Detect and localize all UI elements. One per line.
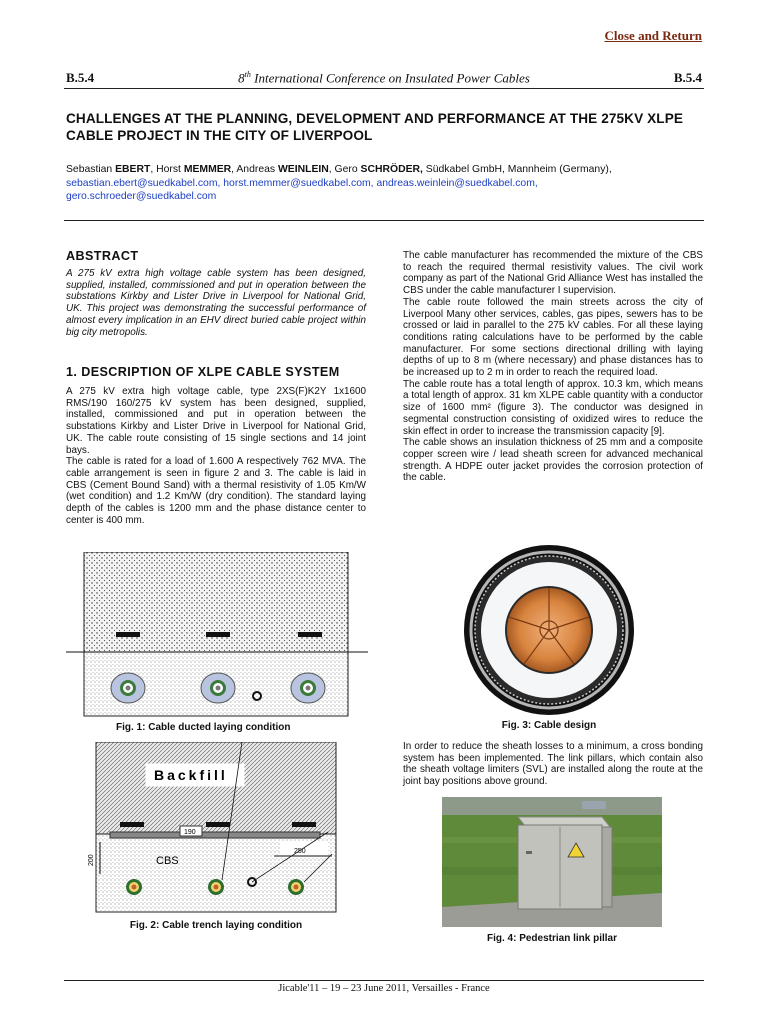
figure-3-cable-design — [454, 543, 644, 717]
fig4-car — [582, 801, 606, 809]
right-p2: The cable route followed the main streets across the city of Liverpool Many other services, cables, gas pipes, sewers has to be crossed or laid in parallel to the 275 kV cables. For all these laying conditions rating calculations have to be performed by the cable manufacturer. For some sections directional drilling with laying depths of up to 8 m (where necessary) and phase distances has to be increased up to 2 m in order to reach the required load. — [403, 296, 703, 379]
footer-text: Jicable'11 – 19 – 23 June 2011, Versailles - France — [278, 983, 490, 994]
section1-heading: 1. DESCRIPTION OF XLPE CABLE SYSTEM — [66, 365, 340, 379]
figure-2-caption: Fig. 2: Cable trench laying condition — [129, 920, 303, 931]
affiliation: Südkabel GmbH, Mannheim (Germany), — [425, 164, 612, 175]
fig2-cable-middle — [208, 879, 224, 895]
email-link[interactable]: andreas.weinlein@suedkabel.com, — [376, 177, 538, 189]
fig1-duct-left — [111, 673, 145, 703]
figure-3-caption: Fig. 3: Cable design — [501, 720, 597, 731]
section1-p1: A 275 kV extra high voltage cable, type 2XS(F)K2Y 1x1600 RMS/190 160/275 kV system has been designed, supplied, installed, commissioned and put in operation between the substations Kirkby and Lister Drive in Liverpool for National Grid, UK. The cable route consisting of 15 single sections and 14 joint bays. — [66, 386, 366, 456]
fig2-cable-right — [288, 879, 304, 895]
author-1 — [66, 164, 156, 175]
author-first: Gero — [334, 164, 361, 175]
author-2 — [156, 164, 236, 175]
right-p1: The cable manufacturer has recommended the mixture of the CBS to reach the required thermal resistivity values. The civil work company as part of the National Grid Alliance West has installed the CBS under the cable manufacturer I supervision. — [403, 250, 703, 297]
figure-4-link-pillar — [442, 797, 662, 927]
author-4 — [335, 164, 426, 175]
footer-rule — [64, 980, 704, 981]
author-first: Sebastian — [66, 164, 116, 175]
fig2-dim-200: 200 — [88, 854, 95, 866]
section1-body — [66, 386, 366, 526]
fig2-dim-250: 250 — [294, 848, 306, 855]
fig2-marker-tape — [292, 822, 316, 827]
fig2-cable-left — [126, 879, 142, 895]
author-sep: , — [328, 164, 335, 175]
fig2-marker-tape — [206, 822, 230, 827]
author-last: WEINLEIN — [277, 164, 329, 175]
fig2-dim-190: 190 — [184, 829, 196, 836]
section1-p2: The cable is rated for a load of 1.600 A respectively 762 MVA. The cable arrangement is seen in figure 2 and 3. The cable is laid in CBS (Cement Bound Sand) with a thermal resistivity of 1.05 Km/W (wet condition) and 1.2 Km/W (dry condition). The standard laying depth of the cables is 1200 mm and the phase distance center to center is 400 mm. — [66, 456, 366, 526]
email-link[interactable]: gero.schroeder@suedkabel.com — [66, 191, 217, 202]
figure-4-caption: Fig. 4: Pedestrian link pillar — [486, 933, 618, 944]
author-3 — [236, 164, 334, 175]
right-p3: The cable route has a total length of approx. 10.3 km, which means a total length of approx. 31 km XLPE cable quantity with a conductor size of 1600 mm² (figure 3). The conductor was designed in segmental construction consisting of oxidized wires to reduce the skin effect in order to increase the transmission capacity [9]. — [403, 378, 703, 437]
author-last: MEMMER — [183, 164, 232, 175]
authors-block — [66, 163, 706, 204]
author-sep: , — [150, 164, 157, 175]
close-and-return-link[interactable]: Close and Return — [604, 28, 702, 43]
figure-1-caption: Fig. 1: Cable ducted laying condition — [116, 722, 291, 733]
right-p5: In order to reduce the sheath losses to a minimum, a cross bonding system has been implemented. The link pillars, which contain also the sheath voltage limiters (SVL) are installed along the route at the joint bay positions above ground. — [403, 741, 703, 788]
fig1-duct-middle — [201, 673, 235, 703]
fig1-marker-tape — [298, 632, 322, 637]
abstract-heading: ABSTRACT — [66, 249, 139, 263]
author-sep: , — [231, 164, 237, 175]
title-rule — [64, 220, 704, 221]
fig2-backfill-zone — [96, 742, 336, 834]
email-link[interactable]: sebastian.ebert@suedkabel.com, — [66, 177, 221, 189]
paper-title: CHALLENGES AT THE PLANNING, DEVELOPMENT AND PERFORMANCE AT THE 275KV XLPE CABLE PROJECT IN THE CITY OF LIVERPOOL — [66, 111, 684, 143]
email-link[interactable]: horst.memmer@suedkabel.com, — [223, 177, 374, 189]
fig4-background-street — [442, 797, 662, 817]
author-first: Horst — [156, 164, 184, 175]
header-rule — [64, 88, 704, 89]
figure-1-ducted-laying — [66, 552, 368, 718]
fig2-backfill-label: Backfill — [154, 767, 228, 783]
author-first: Andreas — [236, 164, 278, 175]
fig1-marker-tape — [206, 632, 230, 637]
header-conference — [0, 70, 768, 86]
fig2-marker-tape — [120, 822, 144, 827]
header-code-left: B.5.4 — [66, 70, 95, 85]
conf-sup: th — [244, 70, 251, 79]
fig2-cover-slab — [110, 832, 320, 838]
right-column-body — [403, 250, 703, 484]
fig1-marker-tape — [116, 632, 140, 637]
author-last: EBERT — [115, 164, 151, 175]
fig1-duct-right — [291, 673, 325, 703]
author-last: SCHRÖDER, — [360, 164, 423, 175]
fig4-pillar-side — [602, 827, 612, 907]
conf-rest: International Conference on Insulated Power Cables — [250, 70, 530, 86]
figure-2-trench-laying — [70, 742, 370, 914]
fig4-handle — [526, 851, 532, 854]
conf-num: 8 — [238, 70, 245, 86]
fig2-cbs-label: CBS — [156, 855, 179, 867]
header-code-right: B.5.4 — [673, 70, 702, 85]
right-p4: The cable shows an insulation thickness of 25 mm and a composite copper screen wire / lead sheath screen for advanced mechanical strength. A HDPE outer jacket provides the corrosion protection of the cable. — [403, 437, 703, 484]
abstract-text: A 275 kV extra high voltage cable system has been designed, supplied, installed, commissioned and put in operation between the substations Kirkby and Lister Drive in Liverpool for National Grid, UK. This project was demonstrating the successful performance of almost every implication in an EHV direct buried cable project within big city metropolis. — [66, 268, 366, 338]
